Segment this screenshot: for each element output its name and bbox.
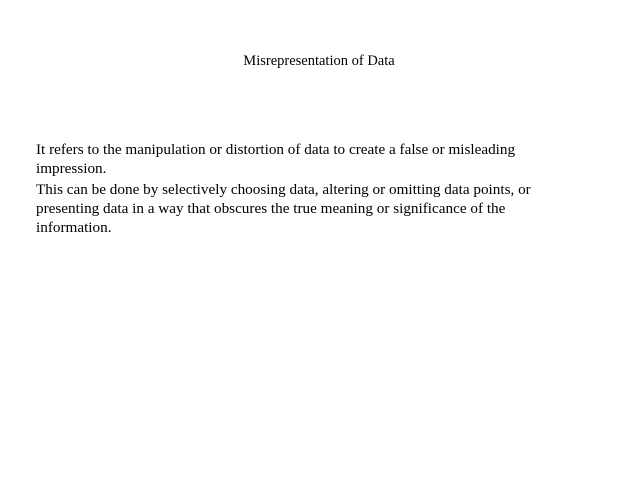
explanation-paragraph: This can be done by selectively choosing data, altering or omitting data points, or presenting data in a way that obscures the true meaning or significance of the information. [36,181,531,236]
slide-title: Misrepresentation of Data [243,53,395,69]
slide-body [36,140,576,239]
definition-paragraph: It refers to the manipulation or distortion of data to create a false or misleading impression. [36,141,516,177]
